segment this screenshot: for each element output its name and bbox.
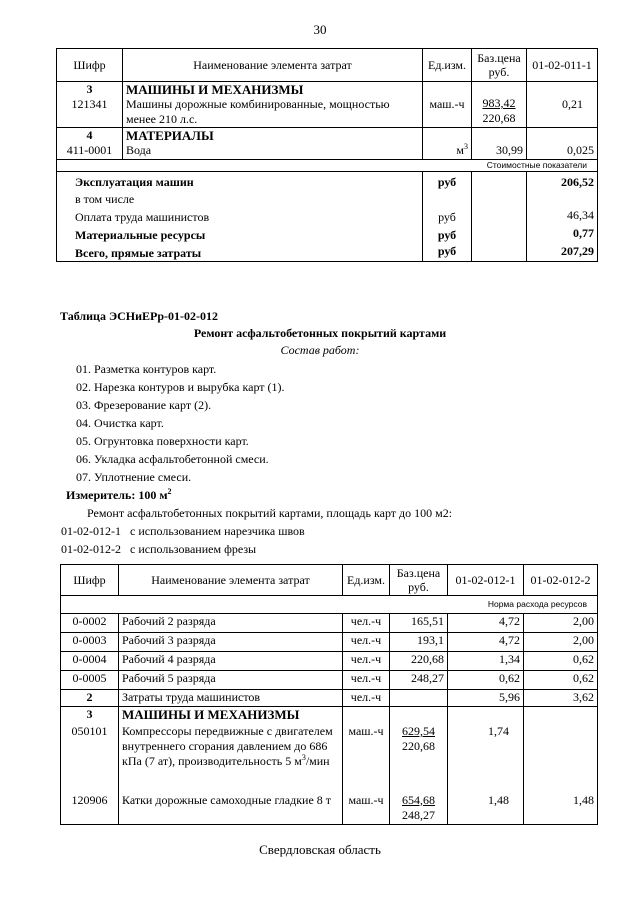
price-bottom: 248,27 xyxy=(402,807,435,822)
section-title: МАТЕРИАЛЫ xyxy=(126,128,214,143)
norm-header: Норма расхода ресурсов xyxy=(61,596,598,614)
resource-name: Компрессоры передвижные с двигателем внутреннего сгорания давлением до 686 кПа (7 ат), производительность 5 м xyxy=(122,724,333,768)
resource-code: 0-0002 xyxy=(61,614,119,633)
cost-value: 206,52 xyxy=(527,172,598,192)
norm-value-1: 0,62 xyxy=(448,671,524,690)
cost-label: Всего, прямые затраты xyxy=(57,244,423,262)
unit-superscript: 3 xyxy=(464,142,468,151)
section-title: МАШИНЫ И МЕХАНИЗМЫ xyxy=(126,82,304,97)
resource-name: Рабочий 2 разряда xyxy=(119,614,343,633)
header-cipher: Шифр xyxy=(57,49,123,82)
cost-row xyxy=(57,208,598,226)
cost-value: 0,77 xyxy=(527,226,598,244)
price-bottom: 220,68 xyxy=(402,739,435,753)
table-row xyxy=(57,128,598,160)
header-name: Наименование элемента затрат xyxy=(119,565,343,596)
resource-name: Рабочий 5 разряда xyxy=(119,671,343,690)
norm-value: 0,025 xyxy=(527,128,598,160)
resource-name: Вода xyxy=(126,143,152,157)
cost-row xyxy=(57,244,598,262)
cost-label: Оплата труда машинистов xyxy=(57,208,423,226)
resource-unit: чел.-ч xyxy=(343,633,390,652)
cost-row xyxy=(57,172,598,192)
resource-code: 411-0001 xyxy=(66,143,113,157)
variant-code: 01-02-012-2 xyxy=(61,542,121,556)
header-price: Баз.цена руб. xyxy=(390,565,448,596)
resource-price: 220,68 xyxy=(390,652,448,671)
table-title: Таблица ЭСНиЕРр-01-02-012 xyxy=(60,309,219,323)
work-item: 02. Нарезка контуров и вырубка карт (1). xyxy=(76,380,285,394)
resource-price: 165,51 xyxy=(390,614,448,633)
resource-code: 120906 xyxy=(61,791,119,825)
price-bottom: 220,68 xyxy=(482,111,516,125)
resource-unit: м xyxy=(456,143,464,157)
section-title: МАШИНЫ И МЕХАНИЗМЫ xyxy=(122,707,300,722)
resource-unit: чел.-ч xyxy=(343,671,390,690)
cost-row xyxy=(57,192,598,208)
norm-value-1: 4,72 xyxy=(448,633,524,652)
table-row xyxy=(61,690,598,707)
resource-name: Машины дорожные комбинированные, мощностью менее 210 л.с. xyxy=(126,97,390,126)
work-item: 03. Фрезерование карт (2). xyxy=(76,398,212,412)
resource-name: Рабочий 4 разряда xyxy=(119,652,343,671)
resource-price: 248,27 xyxy=(390,671,448,690)
cost-unit: руб xyxy=(423,244,472,262)
header-cipher: Шифр xyxy=(61,565,119,596)
resource-code: 0-0004 xyxy=(61,652,119,671)
resource-unit: маш.-ч xyxy=(343,791,390,825)
header-code-1: 01-02-012-1 xyxy=(448,565,524,596)
norm-value-1: 4,72 xyxy=(448,614,524,633)
norm-value-2: 2,00 xyxy=(524,633,598,652)
resource-name-tail: /мин xyxy=(305,754,330,768)
work-item: 05. Огрунтовка поверхности карт. xyxy=(76,434,249,448)
cost-indicators-header: Стоимостные показатели xyxy=(57,160,598,172)
work-item: 04. Очистка карт. xyxy=(76,416,164,430)
cost-row xyxy=(57,226,598,244)
resource-name: Затраты труда машинистов xyxy=(119,690,343,707)
price-top: 983,42 xyxy=(482,96,516,110)
norm-value-2: 0,62 xyxy=(524,671,598,690)
resource-code: 0-0003 xyxy=(61,633,119,652)
page-footer: Свердловская область xyxy=(259,842,381,857)
variant-text: с использованием нарезчика швов xyxy=(130,524,305,538)
table-row xyxy=(61,671,598,690)
meter-superscript: 2 xyxy=(167,487,172,496)
resource-name: Катки дорожные самоходные гладкие 8 т xyxy=(119,791,343,825)
header-code-2: 01-02-012-2 xyxy=(524,565,598,596)
table-row xyxy=(61,707,598,791)
norm-value-1: 1,34 xyxy=(448,652,524,671)
price-top: 654,68 xyxy=(402,792,435,807)
section-subtitle: Ремонт асфальтобетонных покрытий картами xyxy=(193,326,447,340)
table-row xyxy=(61,614,598,633)
cost-unit: руб xyxy=(423,226,472,244)
resource-unit: чел.-ч xyxy=(343,690,390,707)
variant-text: с использованием фрезы xyxy=(130,542,257,556)
resource-code: 0-0005 xyxy=(61,671,119,690)
resource-price: 193,1 xyxy=(390,633,448,652)
resource-code: 121341 xyxy=(71,97,108,111)
resource-unit: чел.-ч xyxy=(343,652,390,671)
cost-value: 207,29 xyxy=(527,244,598,262)
norm-value-2: 1,48 xyxy=(524,791,598,825)
price-top: 629,54 xyxy=(402,724,435,738)
norm-value-2: 2,00 xyxy=(524,614,598,633)
work-item: 06. Укладка асфальтобетонной смеси. xyxy=(76,452,269,466)
resource-unit: чел.-ч xyxy=(343,614,390,633)
resource-price: 30,99 xyxy=(472,128,527,160)
header-code: 01-02-011-1 xyxy=(527,49,598,82)
resource-code: 050101 xyxy=(71,724,108,738)
table-row xyxy=(61,791,598,825)
norm-value-2: 3,62 xyxy=(524,690,598,707)
description: Ремонт асфальтобетонных покрытий картами, площадь карт до 100 м2: xyxy=(87,506,453,520)
section-number: 3 xyxy=(86,707,93,721)
work-item: 01. Разметка контуров карт. xyxy=(76,362,217,376)
table-resources-01-02-012 xyxy=(60,564,598,825)
cost-label: Материальные ресурсы xyxy=(57,226,423,244)
norm-value-1: 5,96 xyxy=(448,690,524,707)
table-row xyxy=(61,633,598,652)
table-resources-01-02-011 xyxy=(56,48,598,262)
page-number: 30 xyxy=(313,22,327,37)
variant-code: 01-02-012-1 xyxy=(61,524,121,538)
section-number: 2 xyxy=(61,690,119,707)
cost-label: Эксплуатация машин xyxy=(57,172,423,192)
header-price: Баз.цена руб. xyxy=(472,49,527,82)
resource-name: Рабочий 3 разряда xyxy=(119,633,343,652)
work-item: 07. Уплотнение смеси. xyxy=(76,470,192,484)
resource-unit: маш.-ч xyxy=(343,707,390,791)
norm-value: 0,21 xyxy=(527,82,598,128)
norm-value-2 xyxy=(524,707,598,791)
section-number: 3 xyxy=(86,82,93,96)
resource-unit: маш.-ч xyxy=(423,82,472,128)
table-row xyxy=(57,82,598,128)
header-unit: Ед.изм. xyxy=(423,49,472,82)
norm-value-1: 1,74 xyxy=(448,707,524,791)
cost-label: в том числе xyxy=(57,192,423,208)
norm-value-2: 0,62 xyxy=(524,652,598,671)
meter: Измеритель: 100 м xyxy=(66,488,168,502)
section-number: 4 xyxy=(86,128,93,142)
norm-value-1: 1,48 xyxy=(448,791,524,825)
cost-value: 46,34 xyxy=(527,208,598,226)
header-name: Наименование элемента затрат xyxy=(123,49,423,82)
name-superscript: 3 xyxy=(301,753,306,762)
header-unit: Ед.изм. xyxy=(343,565,390,596)
cost-unit: руб xyxy=(423,172,472,192)
table-row xyxy=(61,652,598,671)
cost-unit: руб xyxy=(423,208,472,226)
works-heading: Состав работ: xyxy=(280,343,360,357)
